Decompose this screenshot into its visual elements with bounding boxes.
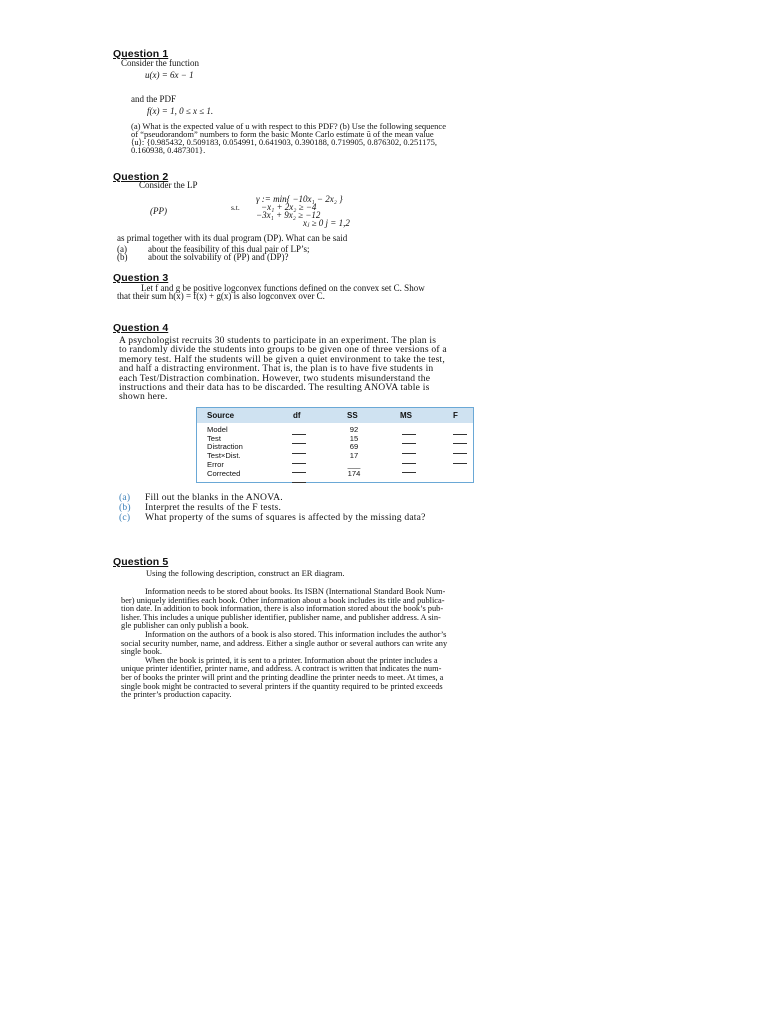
anova-source-cell: Model bbox=[207, 425, 228, 434]
q4-b-text: Interpret the results of the F tests. bbox=[145, 502, 282, 513]
anova-header-df: df bbox=[293, 411, 301, 420]
q5-line: Information on the authors of a book is also stored. This information includes the author’s bbox=[145, 629, 447, 639]
anova-ms-blank[interactable] bbox=[402, 436, 416, 445]
q2-after-text: as primal together with its dual program (DP). What can be said bbox=[117, 233, 348, 243]
q4-c-label: (c) bbox=[119, 512, 131, 523]
anova-ms-column bbox=[402, 426, 416, 474]
anova-source-cell: Test×Dist. bbox=[207, 451, 241, 461]
anova-ms-blank[interactable] bbox=[402, 455, 416, 464]
anova-header-ss: SS bbox=[347, 411, 358, 420]
anova-source-column bbox=[207, 426, 243, 478]
question-2-heading: Question 2 bbox=[113, 171, 169, 183]
q4-line: memory test. Half the students will be given a quiet environment to take the test, bbox=[119, 353, 445, 365]
anova-header-f: F bbox=[453, 411, 458, 420]
q2-b-text: about the solvability of (PP) and (DP)? bbox=[148, 252, 289, 262]
q3-line-1: Let f and g be positive logconvex functions defined on the convex set C. Show bbox=[141, 283, 425, 293]
anova-header-source: Source bbox=[207, 411, 235, 420]
anova-ss-cell: 174 bbox=[347, 468, 361, 478]
q4-line: A psychologist recruits 30 students to participate in an experiment. The plan is bbox=[119, 335, 437, 346]
q2-pp-label: (PP) bbox=[150, 206, 167, 216]
q5-line: lisher. This includes a unique publisher identifier, publisher name, and publisher address. A sin- bbox=[121, 612, 441, 622]
anova-table bbox=[196, 407, 474, 483]
anova-f-column bbox=[453, 426, 467, 465]
q5-line: social security number, name, and address. Either a single author or several authors can write any bbox=[121, 638, 448, 648]
q2-constraint-2: −3x₁ + 9x₂ ≥ −12 bbox=[256, 210, 321, 220]
q2-constraint-1: −x₁ + 2x₂ ≥ −4 bbox=[261, 202, 317, 212]
question-1-heading: Question 1 bbox=[113, 48, 169, 60]
q5-line: When the book is printed, it is sent to a printer. Information about the printer includes a bbox=[145, 655, 438, 665]
anova-df-blank[interactable] bbox=[292, 474, 306, 483]
q4-paragraph bbox=[119, 336, 579, 402]
question-3-heading: Question 3 bbox=[113, 272, 169, 284]
question-5-heading: Question 5 bbox=[113, 556, 169, 568]
anova-source-cell: Corrected bbox=[207, 468, 241, 478]
anova-df-blank[interactable] bbox=[292, 426, 306, 435]
anova-f-blank[interactable] bbox=[453, 445, 467, 454]
anova-ss-cell: ___ bbox=[347, 459, 361, 469]
q1-pdf-intro: and the PDF bbox=[131, 94, 176, 104]
anova-df-column bbox=[292, 426, 306, 484]
q5-intro: Using the following description, construct an ER diagram. bbox=[146, 568, 345, 578]
anova-ss-cell: 17 bbox=[349, 451, 359, 461]
q5-line: Information needs to be stored about books. Its ISBN (International Standard Book Num- bbox=[145, 587, 446, 596]
q1-text-line-2: of “pseudorandom” numbers to form the basic Monte Carlo estimate ū of the mean value bbox=[131, 129, 434, 139]
q3-line-2: that their sum h(x) = f(x) + g(x) is also logconvex over C. bbox=[117, 291, 325, 301]
anova-ss-column bbox=[339, 426, 369, 478]
anova-ss-cell: 15 bbox=[349, 433, 359, 443]
anova-ms-blank[interactable] bbox=[402, 426, 416, 435]
anova-df-blank[interactable] bbox=[292, 436, 306, 445]
anova-ms-blank[interactable] bbox=[402, 465, 416, 474]
q5-line: tion date. In addition to book information, there is also information stored about the book’s pub- bbox=[121, 604, 444, 614]
q4-line: instructions and their data has to be discarded. The resulting ANOVA table is bbox=[119, 382, 430, 394]
q2-st: s.t. bbox=[231, 203, 240, 212]
q4-line: and half a distracting environment. That is, the plan is to have five students in bbox=[119, 363, 434, 375]
q1-text-line-4: 0.160938, 0.487301}. bbox=[131, 145, 206, 155]
q1-text-line-1: (a) What is the expected value of u with respect to this PDF? (b) Use the following sequence bbox=[131, 121, 446, 131]
anova-f-blank[interactable] bbox=[453, 426, 467, 435]
anova-df-blank[interactable] bbox=[292, 465, 306, 474]
q2-objective: γ := min{ −10x₁ − 2x₂ } bbox=[256, 194, 343, 204]
q2-b-label: (b) bbox=[117, 252, 128, 262]
q2-a-text: about the feasibility of this dual pair of LP’s; bbox=[148, 244, 310, 254]
q4-a-text: Fill out the blanks in the ANOVA. bbox=[145, 492, 283, 503]
anova-f-blank[interactable] bbox=[453, 455, 467, 464]
anova-df-blank[interactable] bbox=[292, 455, 306, 464]
anova-header-ms: MS bbox=[400, 411, 412, 420]
q1-pdf: f(x) = 1, 0 ≤ x ≤ 1. bbox=[147, 106, 214, 116]
q5-line: unique printer identifier, printer name, and address. A contract is written that indicates the num- bbox=[121, 664, 442, 674]
q4-b-label: (b) bbox=[119, 502, 131, 513]
q5-paragraph bbox=[121, 588, 603, 700]
anova-source-cell: Test bbox=[207, 433, 221, 443]
q5-line: ber of books the printer will print and the printing deadline the printer needs to meet. At times, a bbox=[121, 672, 444, 682]
q2-constraint-3: xⱼ ≥ 0 j = 1,2 bbox=[303, 218, 350, 228]
anova-source-cell: Error bbox=[207, 459, 224, 469]
question-4-heading: Question 4 bbox=[113, 322, 169, 334]
q1-intro: Consider the function bbox=[121, 58, 199, 68]
q2-intro: Consider the LP bbox=[139, 180, 198, 190]
q1-function: u(x) = 6x − 1 bbox=[145, 70, 194, 80]
q4-line: to randomly divide the students into groups to be given one of three versions of a bbox=[119, 344, 447, 356]
q5-line: gle publisher can only publish a book. bbox=[121, 621, 249, 631]
q5-line: single book. bbox=[121, 647, 162, 657]
q4-c-text: What property of the sums of squares is affected by the missing data? bbox=[145, 512, 426, 523]
anova-source-cell: Distraction bbox=[207, 442, 243, 452]
q5-line: single book might be contracted to several printers if the quantity required to be printed exceeds bbox=[121, 681, 443, 691]
q5-line: the printer’s production capacity. bbox=[121, 690, 232, 700]
anova-ss-cell: 92 bbox=[349, 425, 359, 434]
q4-line: shown here. bbox=[119, 391, 168, 403]
anova-ss-cell: 69 bbox=[349, 442, 359, 452]
anova-f-blank[interactable] bbox=[453, 436, 467, 445]
anova-ms-blank[interactable] bbox=[402, 445, 416, 454]
q1-text-line-3: ⟨u⟩: {0.985432, 0.509183, 0.054991, 0.641903, 0.390188, 0.719905, 0.876302, 0.251175, bbox=[131, 137, 438, 147]
q4-line: each Test/Distraction combination. However, two students misunderstand the bbox=[119, 372, 431, 384]
anova-header-row bbox=[197, 408, 473, 423]
q2-a-label: (a) bbox=[117, 244, 127, 254]
anova-df-blank[interactable] bbox=[292, 445, 306, 454]
q5-line: ber) uniquely identifies each book. Other information about a book includes its title and publica- bbox=[121, 595, 445, 605]
q4-a-label: (a) bbox=[119, 492, 131, 503]
